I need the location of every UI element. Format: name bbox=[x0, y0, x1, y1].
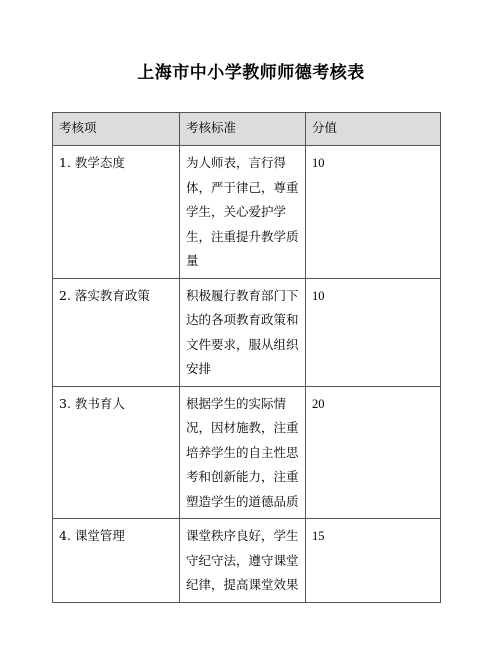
row-score: 10 bbox=[306, 278, 441, 386]
table-row bbox=[53, 278, 441, 386]
table-header-row bbox=[53, 113, 441, 146]
row-item: 3. 教书育人 bbox=[53, 386, 180, 519]
header-item: 考核项 bbox=[53, 113, 180, 146]
row-item: 1. 教学态度 bbox=[53, 146, 180, 279]
row-item: 4. 课堂管理 bbox=[53, 519, 180, 603]
row-score: 10 bbox=[306, 146, 441, 279]
header-score: 分值 bbox=[306, 113, 441, 146]
table-row bbox=[53, 146, 441, 279]
document-title: 上海市中小学教师师德考核表 bbox=[137, 63, 365, 83]
row-criteria: 课堂秩序良好，学生守纪守法，遵守课堂纪律，提高课堂效果 bbox=[180, 519, 306, 603]
assessment-table bbox=[52, 112, 441, 603]
row-criteria: 根据学生的实际情况，因材施教，注重培养学生的自主性思考和创新能力，注重塑造学生的道德品质 bbox=[180, 386, 306, 519]
table-row bbox=[53, 519, 441, 603]
table-row bbox=[53, 386, 441, 519]
row-criteria: 积极履行教育部门下达的各项教育政策和文件要求，服从组织安排 bbox=[180, 278, 306, 386]
row-score: 15 bbox=[306, 519, 441, 603]
row-item: 2. 落实教育政策 bbox=[53, 278, 180, 386]
row-criteria: 为人师表，言行得体，严于律己，尊重学生，关心爱护学生，注重提升教学质量 bbox=[180, 146, 306, 279]
row-score: 20 bbox=[306, 386, 441, 519]
header-criteria: 考核标准 bbox=[180, 113, 306, 146]
